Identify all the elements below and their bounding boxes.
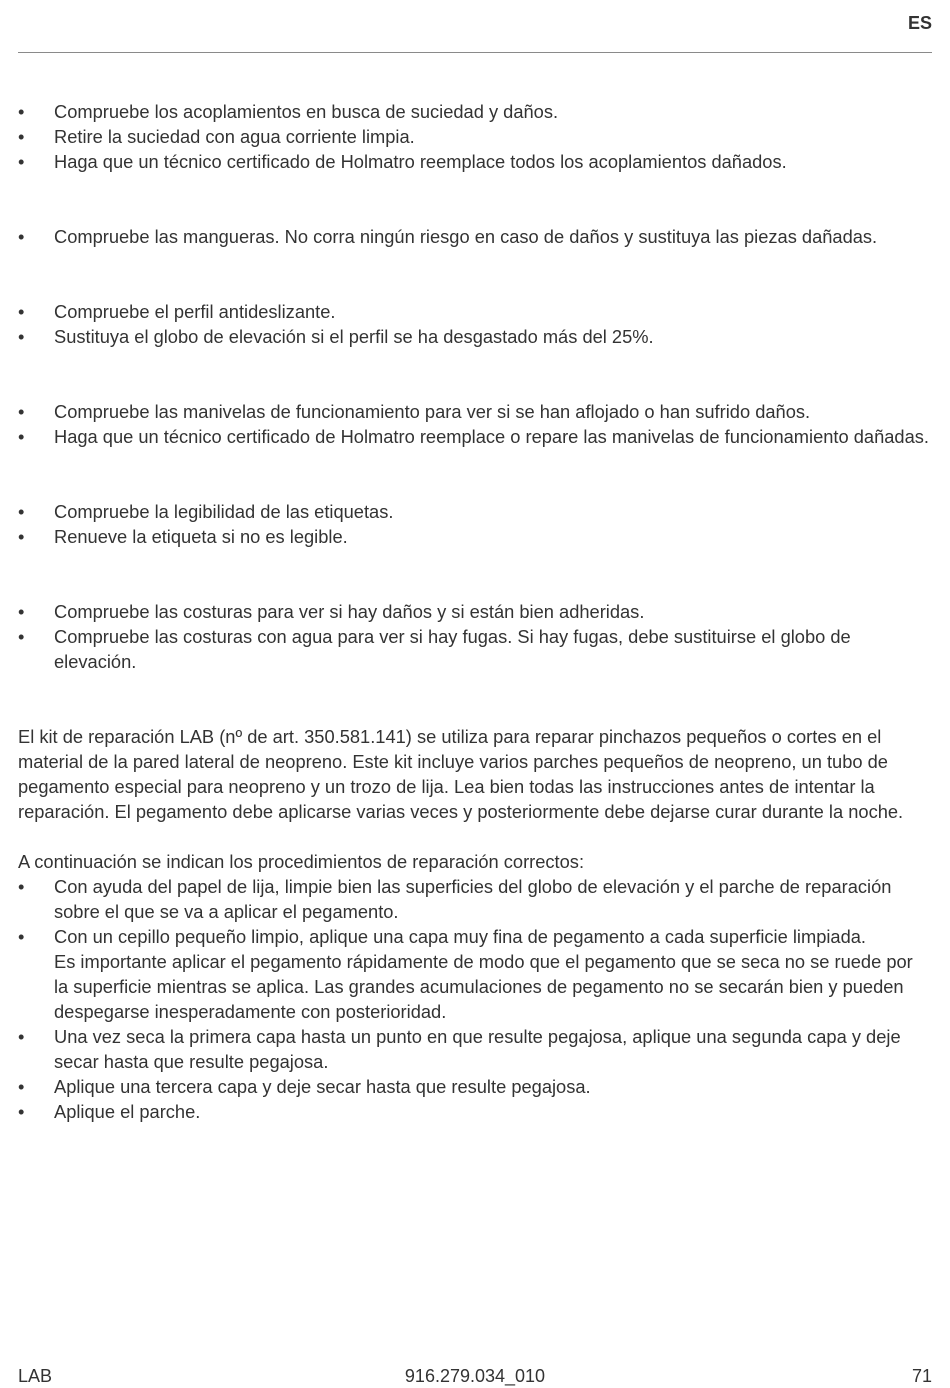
page-content [18, 99, 932, 1124]
footer-document-number: 916.279.034_010 [404, 1366, 546, 1386]
list-item: • Compruebe la legibilidad de las etiquetas. [18, 499, 932, 524]
handle-check-list [18, 399, 932, 449]
list-item: • Compruebe el perfil antideslizante. [18, 299, 932, 324]
list-item: • Compruebe las manivelas de funcionamiento para ver si se han aflojado o han sufrido daños. [18, 399, 932, 424]
list-item: • Haga que un técnico certificado de Holmatro reemplace o repare las manivelas de funcionamiento dañadas. [18, 424, 932, 449]
repair-step [18, 924, 932, 1024]
list-item: • Compruebe las costuras para ver si hay daños y si están bien adheridas. [18, 599, 932, 624]
header-divider [18, 52, 932, 53]
list-item: • Sustituya el globo de elevación si el perfil se ha desgastado más del 25%. [18, 324, 932, 349]
repair-procedure-lead: A continuación se indican los procedimientos de reparación correctos: [18, 851, 585, 872]
repair-step: • Una vez seca la primera capa hasta un punto en que resulte pegajosa, aplique una segunda capa y deje secar hasta que resulte pegajosa. [18, 1024, 932, 1074]
page-footer [18, 1364, 932, 1388]
page-number: 71 [911, 1366, 932, 1386]
footer-product: LAB [18, 1366, 53, 1386]
repair-step: • Aplique una tercera capa y deje secar hasta que resulte pegajosa. [18, 1074, 932, 1099]
repair-step-text: Con un cepillo pequeño limpio, aplique una capa muy fina de pegamento a cada superficie limpiada. [54, 926, 867, 947]
profile-check-list [18, 299, 932, 349]
language-code: ES [907, 13, 932, 33]
label-check-list [18, 499, 932, 549]
seam-check-list [18, 599, 932, 674]
repair-steps-list [18, 874, 932, 1124]
list-item: • Haga que un técnico certificado de Holmatro reemplace todos los acoplamientos dañados. [18, 149, 932, 174]
repair-step: • Con ayuda del papel de lija, limpie bien las superficies del globo de elevación y el parche de reparación sobre el que se va a aplicar el pegamento. [18, 874, 932, 924]
list-item: • Compruebe las costuras con agua para ver si hay fugas. Si hay fugas, debe sustituirse el globo de elevación. [18, 624, 932, 674]
repair-kit-intro: El kit de reparación LAB (nº de art. 350.581.141) se utiliza para reparar pinchazos pequeños o cortes en el material de la pared lateral de neopreno. Este kit incluye varios parches pequeños de neopreno, un tubo de pegamento especial para neopreno y un trozo de lija. Lea bien todas las instrucciones antes de intentar la reparación. El pegamento debe aplicarse varias veces y posteriormente debe dejarse curar durante la noche. [18, 726, 904, 822]
list-item: • Renueve la etiqueta si no es legible. [18, 524, 932, 549]
repair-step: • Aplique el parche. [18, 1099, 932, 1124]
hose-check-list [18, 224, 932, 249]
list-item: • Compruebe los acoplamientos en busca de suciedad y daños. [18, 99, 932, 124]
list-item: • Retire la suciedad con agua corriente limpia. [18, 124, 932, 149]
repair-step-note: Es importante aplicar el pegamento rápidamente de modo que el pegamento que se seca no se ruede por la superficie mientras se aplica. Las grandes acumulaciones de pegamento no se secarán bien y pueden despegarse inesperadamente con posterioridad. [54, 951, 913, 1022]
list-item: • Compruebe las mangueras. No corra ningún riesgo en caso de daños y sustituya las piezas dañadas. [18, 224, 932, 249]
coupling-check-list [18, 99, 932, 174]
